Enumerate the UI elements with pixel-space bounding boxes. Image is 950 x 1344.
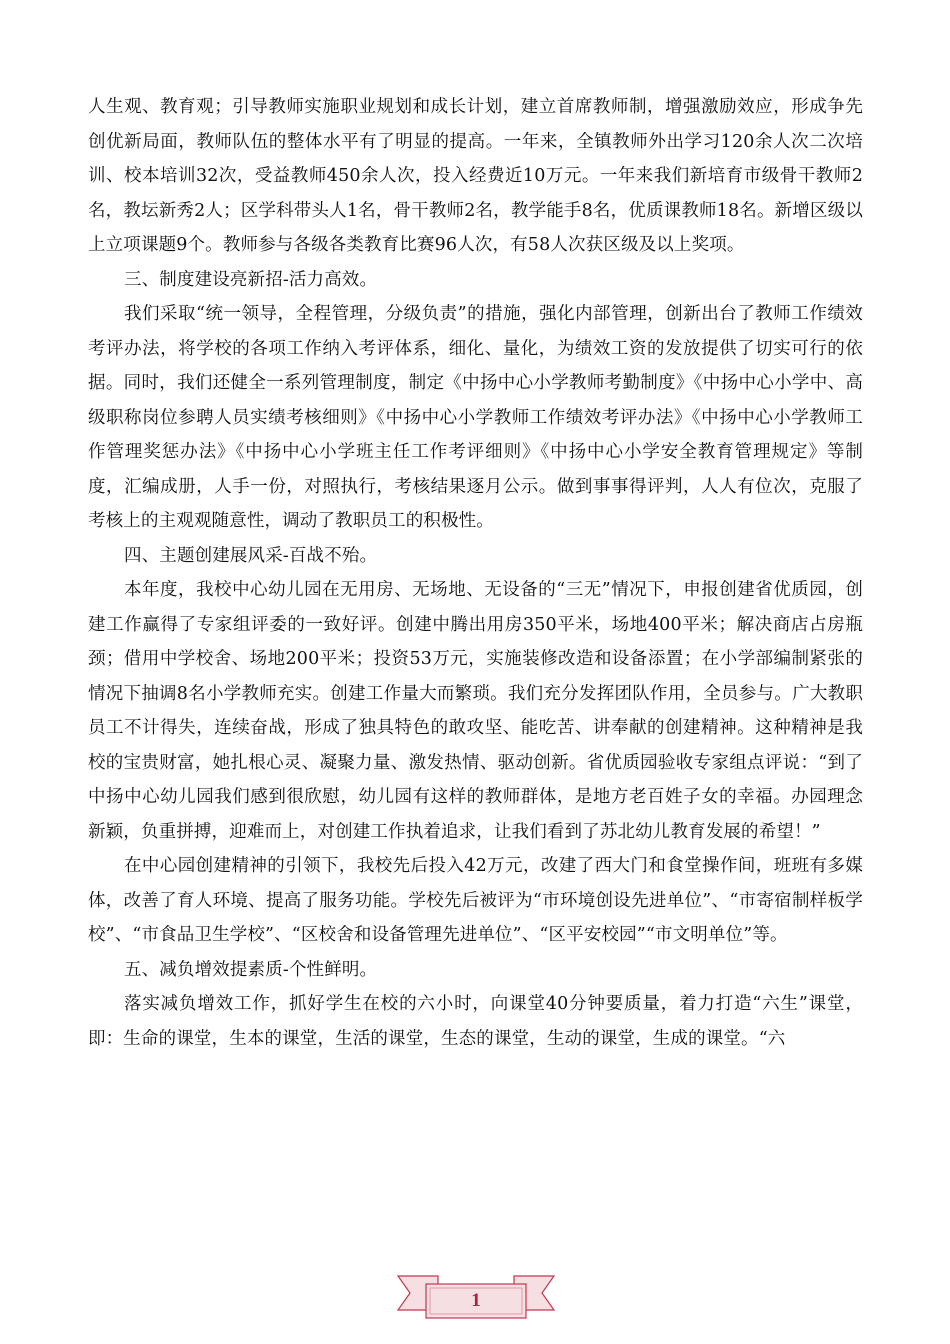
paragraph: 我们采取“统一领导，全程管理，分级负责”的措施，强化内部管理，创新出台了教师工作绩效考评办法，将学校的各项工作纳入考评体系，细化、量化，为绩效工资的发放提供了切实可行的依据。同时，我们还健全一系列管理制度，制定《中扬中心小学教师考勤制度》《中扬中心小学中、高级职称岗位参聘人员实绩考核细则》《中扬中心小学教师工作绩效考评办法》《中扬中心小学教师工作管理奖惩办法》《中扬中心小学班主任工作考评细则》《中扬中心小学安全教育管理规定》等制度，汇编成册，人手一份，对照执行，考核结果逐月公示。做到事事得评判，人人有位次，克服了考核上的主观观随意性，调动了教职员工的积极性。	[88, 304, 863, 531]
paragraph: 人生观、教育观；引导教师实施职业规划和成长计划，建立首席教师制，增强激励效应，形成争先创优新局面，教师队伍的整体水平有了明显的提高。一年来，全镇教师外出学习120余人次二次培训、校本培训32次，受益教师450余人次，投入经费近10万元。一年来我们新培育市级骨干教师2名，教坛新秀2人；区学科带头人1名，骨干教师2名，教学能手8名，优质课教师18名。新增区级以上立项课题9个。教师参与各级各类教育比赛96人次，有58人次获区级及以上奖项。	[88, 97, 863, 255]
section-heading: 四、主题创建展风采-百战不殆。	[124, 545, 378, 566]
section-heading: 五、减负增效提素质-个性鲜明。	[124, 959, 378, 980]
paragraph: 本年度，我校中心幼儿园在无用房、无场地、无设备的“三无”情况下，申报创建省优质园，创建工作赢得了专家组评委的一致好评。创建中腾出用房350平米，场地400平米；解决商店占房瓶颈；借用中学校舍、场地200平米；投资53万元，实施装修改造和设备添置；在小学部编制紧张的情况下抽调8名小学教师充实。创建工作量大而繁琐。我们充分发挥团队作用，全员参与。广大教职员工不计得失，连续奋战，形成了独具特色的敢攻坚、能吃苦、讲奉献的创建精神。这种精神是我校的宝贵财富，她扎根心灵、凝聚力量、激发热情、驱动创新。省优质园验收专家组点评说：“到了中扬中心幼儿园我们感到很欣慰，幼儿园有这样的教师群体，是地方老百姓子女的幸福。办园理念新颖，负重拼搏，迎难而上，对创建工作执着追求，让我们看到了苏北幼儿教育发展的希望！”	[88, 580, 863, 842]
paragraph: 在中心园创建精神的引领下，我校先后投入42万元，改建了西大门和食堂操作间，班班有多媒体，改善了育人环境、提高了服务功能。学校先后被评为“市环境创设先进单位”、“市寄宿制样板学校”、“市食品卫生学校”、“区校舍和设备管理先进单位”、“区平安校园”“市文明单位”等。	[88, 856, 863, 945]
page-number: 1	[471, 1290, 481, 1311]
paragraph: 落实减负增效工作，抓好学生在校的六小时，向课堂40分钟要质量，着力打造“六生”课堂，即：生命的课堂，生本的课堂，生活的课堂，生态的课堂，生动的课堂，生成的课堂。“六	[88, 994, 863, 1049]
document-body	[88, 90, 863, 1056]
section-heading: 三、制度建设亮新招-活力高效。	[124, 269, 378, 290]
